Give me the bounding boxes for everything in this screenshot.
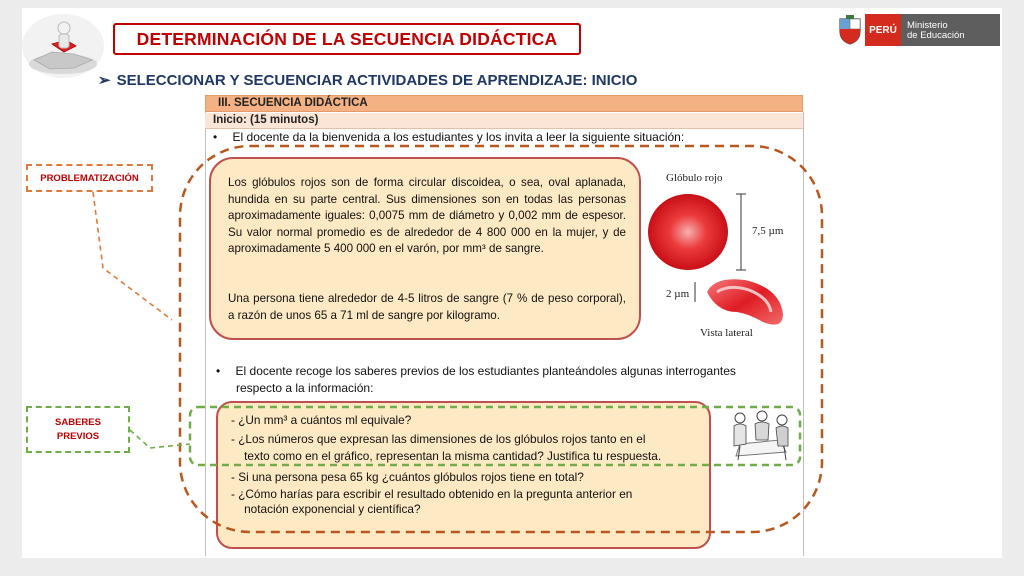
arrow-bullet-icon: ➢ [98, 72, 111, 89]
page-title: DETERMINACIÓN DE LA SECUENCIA DIDÁCTICA [136, 28, 558, 49]
problematizacion-label [26, 164, 153, 192]
saberes-previos-label [26, 406, 130, 453]
bullet-2-text-line2: respecto a la información: [236, 381, 374, 395]
peru-label: PERÚ [869, 24, 897, 36]
question-4-line1: - ¿Cómo harías para escribir el resultado obtenido en la pregunta anterior en [231, 487, 633, 501]
saberes-line1: SABERES [55, 417, 101, 428]
question-4-line2: notación exponencial y científica? [231, 502, 421, 516]
side-view-label: Vista lateral [700, 327, 753, 339]
question-2-line1: - ¿Los números que expresan las dimensiones de los glóbulos rojos tanto en el [231, 432, 646, 446]
question-2-line2: texto como en el gráfico, representan la misma cantidad? Justifica tu respuesta. [231, 449, 662, 463]
inicio-header: Inicio: (15 minutos) [205, 113, 803, 129]
thickness-label: 2 µm [666, 288, 690, 300]
figure-title: Glóbulo rojo [666, 172, 723, 184]
question-1: - ¿Un mm³ a cuántos ml equivale? [231, 413, 412, 427]
ministry-line1: Ministerio [907, 20, 948, 31]
question-3: - Si una persona pesa 65 kg ¿cuántos glóbulos rojos tiene en total? [231, 470, 584, 484]
diameter-label: 7,5 µm [752, 225, 784, 237]
bullet-dot: • [216, 364, 221, 378]
saberes-outline [190, 407, 800, 465]
problematizacion-outline [180, 146, 822, 532]
section-header: III. SECUENCIA DIDÁCTICA [205, 95, 803, 112]
problem-paragraph-1: Los glóbulos rojos son de forma circular discoidea, o sea, oval aplanada, hundida en su parte central. Sus dimensiones son en todas las personas aproximadamente iguales: 0,0075 mm de diámetro y 0,002 mm de espesor. Su valor normal promedio es de alrededor de 4 800 000 en la mujer, y de aproximadamente 5 400 000 en el varón, por mm³ de sangre. [228, 176, 626, 255]
bullet-2-text-line1: El docente recoge los saberes previos de los estudiantes planteándoles algunas interrogantes [235, 364, 736, 378]
problematizacion-text: PROBLEMATIZACIÓN [40, 172, 139, 184]
problem-paragraph-2: Una persona tiene alrededor de 4-5 litros de sangre (7 % de peso corporal), a razón de unos 65 a 71 ml de sangre por kilogramo. [228, 292, 626, 322]
saberes-line2: PREVIOS [56, 431, 100, 442]
problematizacion-connector [93, 192, 172, 320]
subtitle-text: SELECCIONAR Y SECUENCIAR ACTIVIDADES DE APRENDIZAJE: INICIO [116, 72, 638, 89]
bullet-1-text: El docente da la bienvenida a los estudiantes y los invita a leer la siguiente situación: [232, 130, 685, 144]
ministry-line2: de Educación [907, 30, 965, 41]
bullet-dot: • [213, 130, 218, 144]
